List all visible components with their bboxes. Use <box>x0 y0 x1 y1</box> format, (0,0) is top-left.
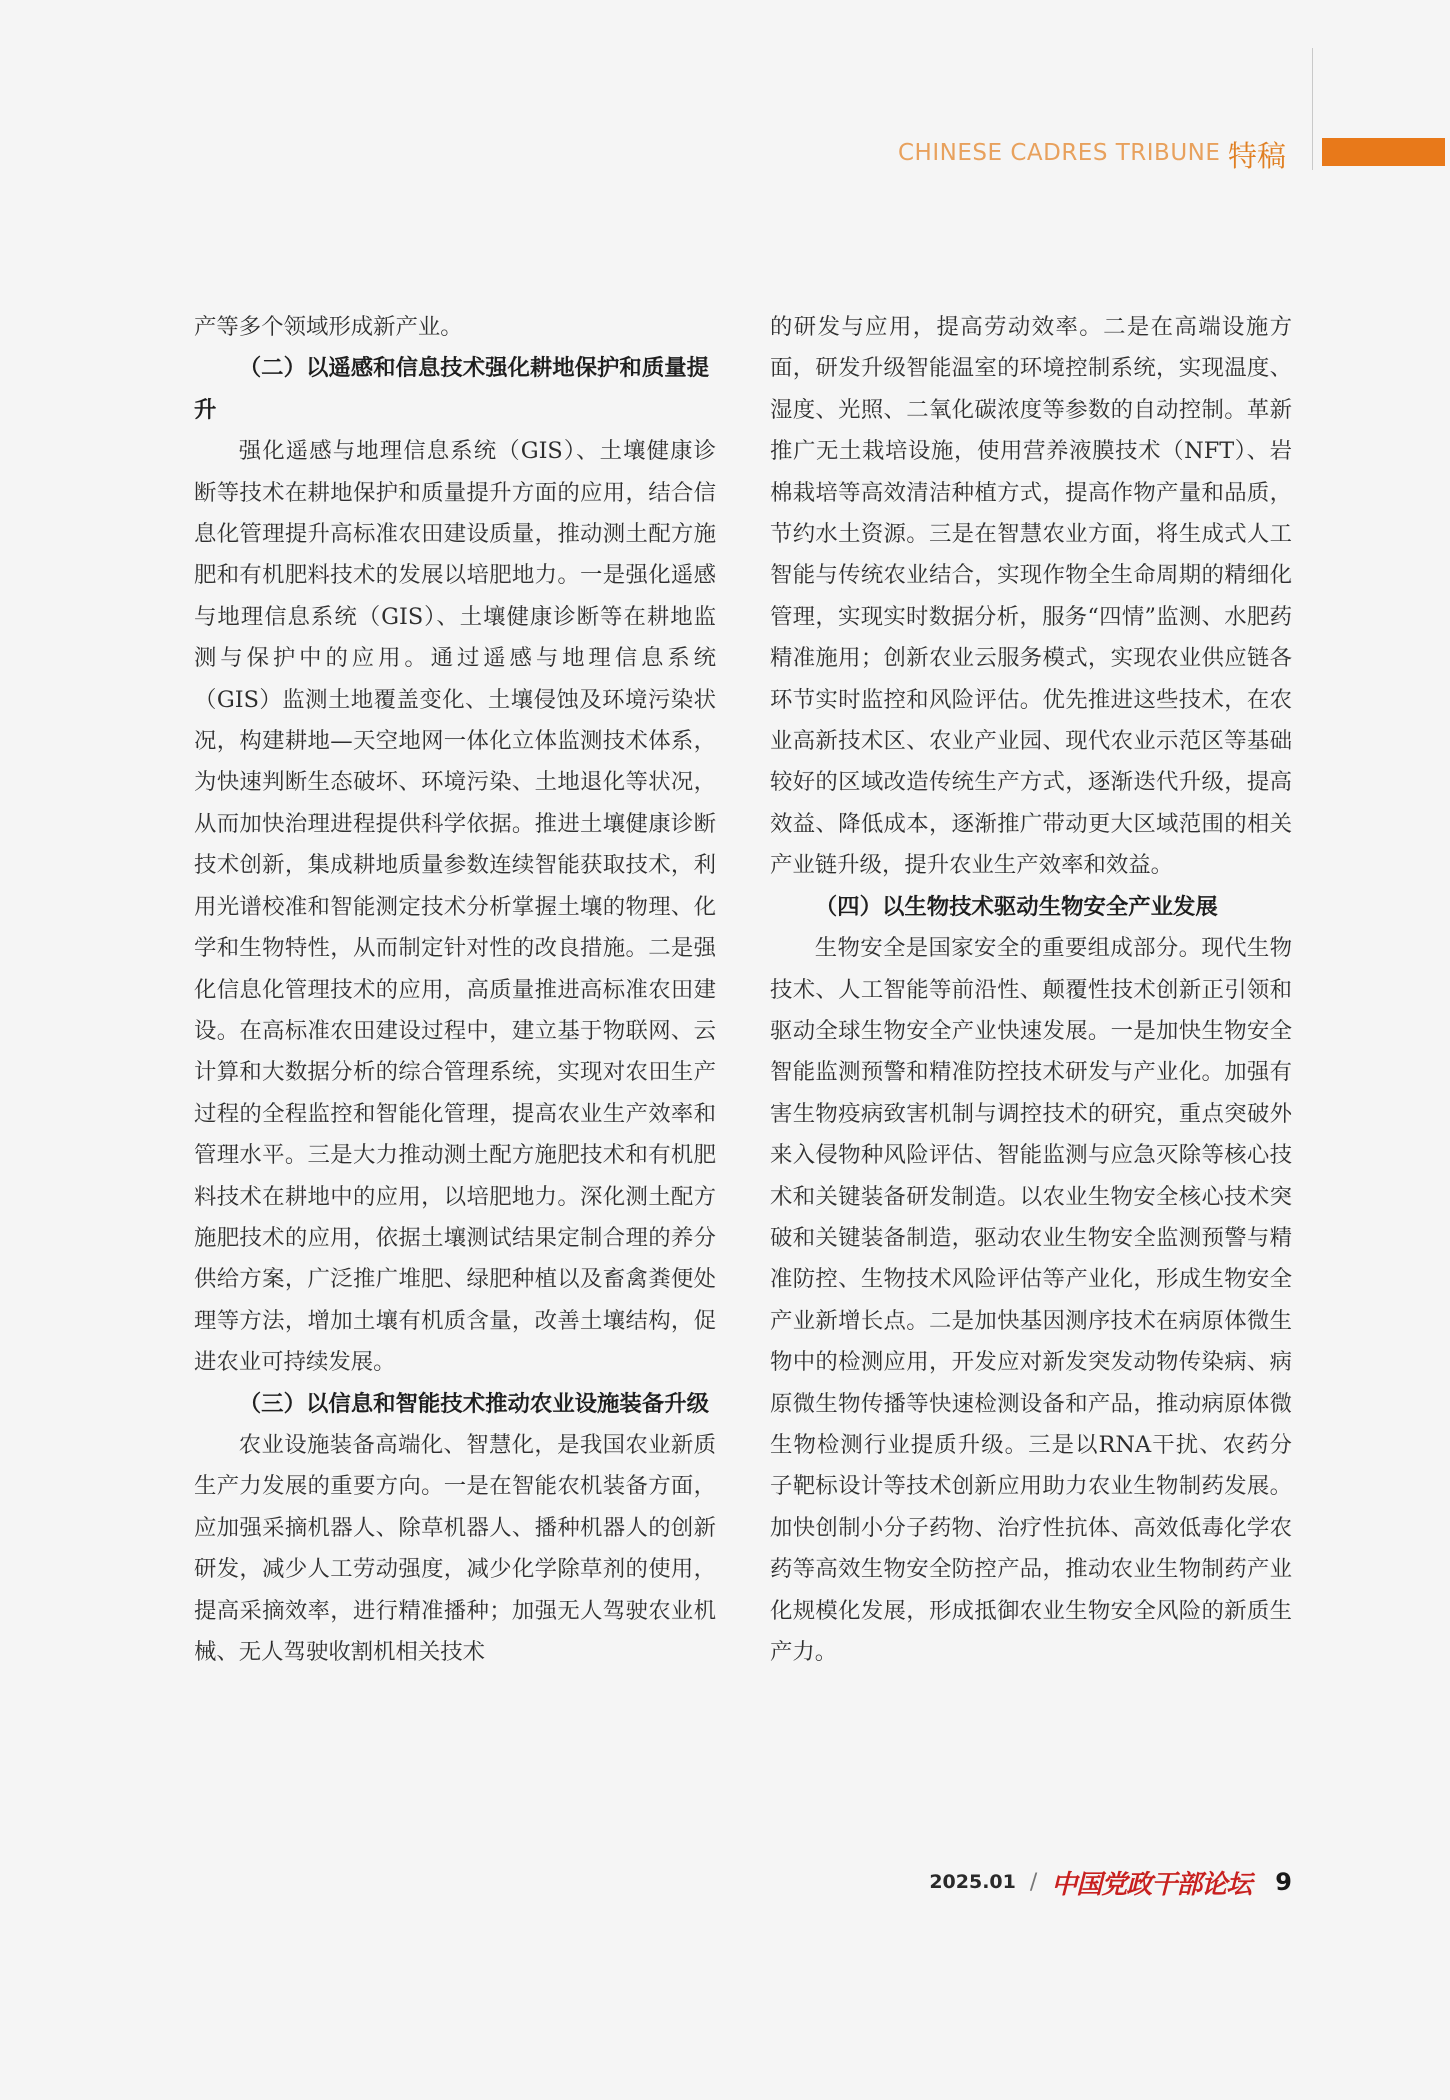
left-column <box>194 307 716 1673</box>
page-number: 9 <box>1275 1868 1292 1896</box>
issue-date: 2025.01 <box>929 1871 1016 1893</box>
magazine-logo-text: 中国党政干部论坛 <box>1051 1869 1252 1900</box>
paragraph: 农业设施装备高端化、智慧化，是我国农业新质生产力发展的重要方向。一是在智能农机装备方面，应加强采摘机器人、除草机器人、播种机器人的创新研发，减少人工劳动强度，减少化学除草剂的使用，提高采摘效率，进行精准播种；加强无人驾驶农业机械、无人驾驶收割机相关技术 <box>194 1431 716 1665</box>
header-accent-bar <box>1322 138 1445 166</box>
paragraph: 产等多个领域形成新产业。 <box>194 314 463 340</box>
header-vertical-rule <box>1312 48 1313 170</box>
header-magazine-name: CHINESE CADRES TRIBUNE <box>898 140 1221 166</box>
page-footer <box>929 1862 1292 1902</box>
right-column <box>770 307 1292 1673</box>
section-heading-4: （四）以生物技术驱动生物安全产业发展 <box>814 893 1218 920</box>
footer-separator: / <box>1029 1869 1038 1895</box>
section-heading-2: （二）以遥感和信息技术强化耕地保护和质量提升 <box>194 355 709 423</box>
header-section-label: 特稿 <box>1228 139 1287 173</box>
paragraph: 的研发与应用，提高劳动效率。二是在高端设施方面，研发升级智能温室的环境控制系统，实现温度、湿度、光照、二氧化碳浓度等参数的自动控制。革新推广无土栽培设施，使用营养液膜技术（NFT）、岩棉栽培等高效清洁种植方式，提高作物产量和品质，节约水土资源。三是在智慧农业方面，将生成式人工智能与传统农业结合，实现作物全生命周期的精细化管理，实现实时数据分析，服务“四情”监测、水肥药精准施用；创新农业云服务模式，实现农业供应链各环节实时监控和风险评估。优先推进这些技术，在农业高新技术区、农业产业园、现代农业示范区等基础较好的区域改造传统生产方式，逐渐迭代升级，提高效益、降低成本，逐渐推广带动更大区域范围的相关产业链升级，提升农业生产效率和效益。 <box>770 314 1292 879</box>
section-heading-3: （三）以信息和智能技术推动农业设施装备升级 <box>238 1390 709 1417</box>
paragraph: 生物安全是国家安全的重要组成部分。现代生物技术、人工智能等前沿性、颠覆性技术创新正引领和驱动全球生物安全产业快速发展。一是加快生物安全智能监测预警和精准防控技术研发与产业化。加强有害生物疫病致害机制与调控技术的研究，重点突破外来入侵物种风险评估、智能监测与应急灭除等核心技术和关键装备研发制造。以农业生物安全核心技术突破和关键装备制造，驱动农业生物安全监测预警与精准防控、生物技术风险评估等产业化，形成生物安全产业新增长点。二是加快基因测序技术在病原体微生物中的检测应用，开发应对新发突发动物传染病、病原微生物传播等快速检测设备和产品，推动病原体微生物检测行业提质升级。三是以RNA干扰、农药分子靶标设计等技术创新应用助力农业生物制药发展。加快创制小分子药物、治疗性抗体、高效低毒化学农药等高效生物安全防控产品，推动农业生物制药产业化规模化发展，形成抵御农业生物安全风险的新质生产力。 <box>770 935 1292 1665</box>
paragraph: 强化遥感与地理信息系统（GIS）、土壤健康诊断等技术在耕地保护和质量提升方面的应用，结合信息化管理提升高标准农田建设质量，推动测土配方施肥和有机肥料技术的发展以培肥地力。一是强化遥感与地理信息系统（GIS）、土壤健康诊断等在耕地监测与保护中的应用。通过遥感与地理信息系统（GIS）监测土地覆盖变化、土壤侵蚀及环境污染状况，构建耕地—天空地网一体化立体监测技术体系，为快速判断生态破坏、环境污染、土地退化等状况，从而加快治理进程提供科学依据。推进土壤健康诊断技术创新，集成耕地质量参数连续智能获取技术，利用光谱校准和智能测定技术分析掌握土壤的物理、化学和生物特性，从而制定针对性的改良措施。二是强化信息化管理技术的应用，高质量推进高标准农田建设。在高标准农田建设过程中，建立基于物联网、云计算和大数据分析的综合管理系统，实现对农田生产过程的全程监控和智能化管理，提高农业生产效率和管理水平。三是大力推动测土配方施肥技术和有机肥料技术在耕地中的应用，以培肥地力。深化测土配方施肥技术的应用，依据土壤测试结果定制合理的养分供给方案，广泛推广堆肥、绿肥种植以及畜禽粪便处理等方法，增加土壤有机质含量，改善土壤结构，促进农业可持续发展。 <box>194 438 716 1376</box>
